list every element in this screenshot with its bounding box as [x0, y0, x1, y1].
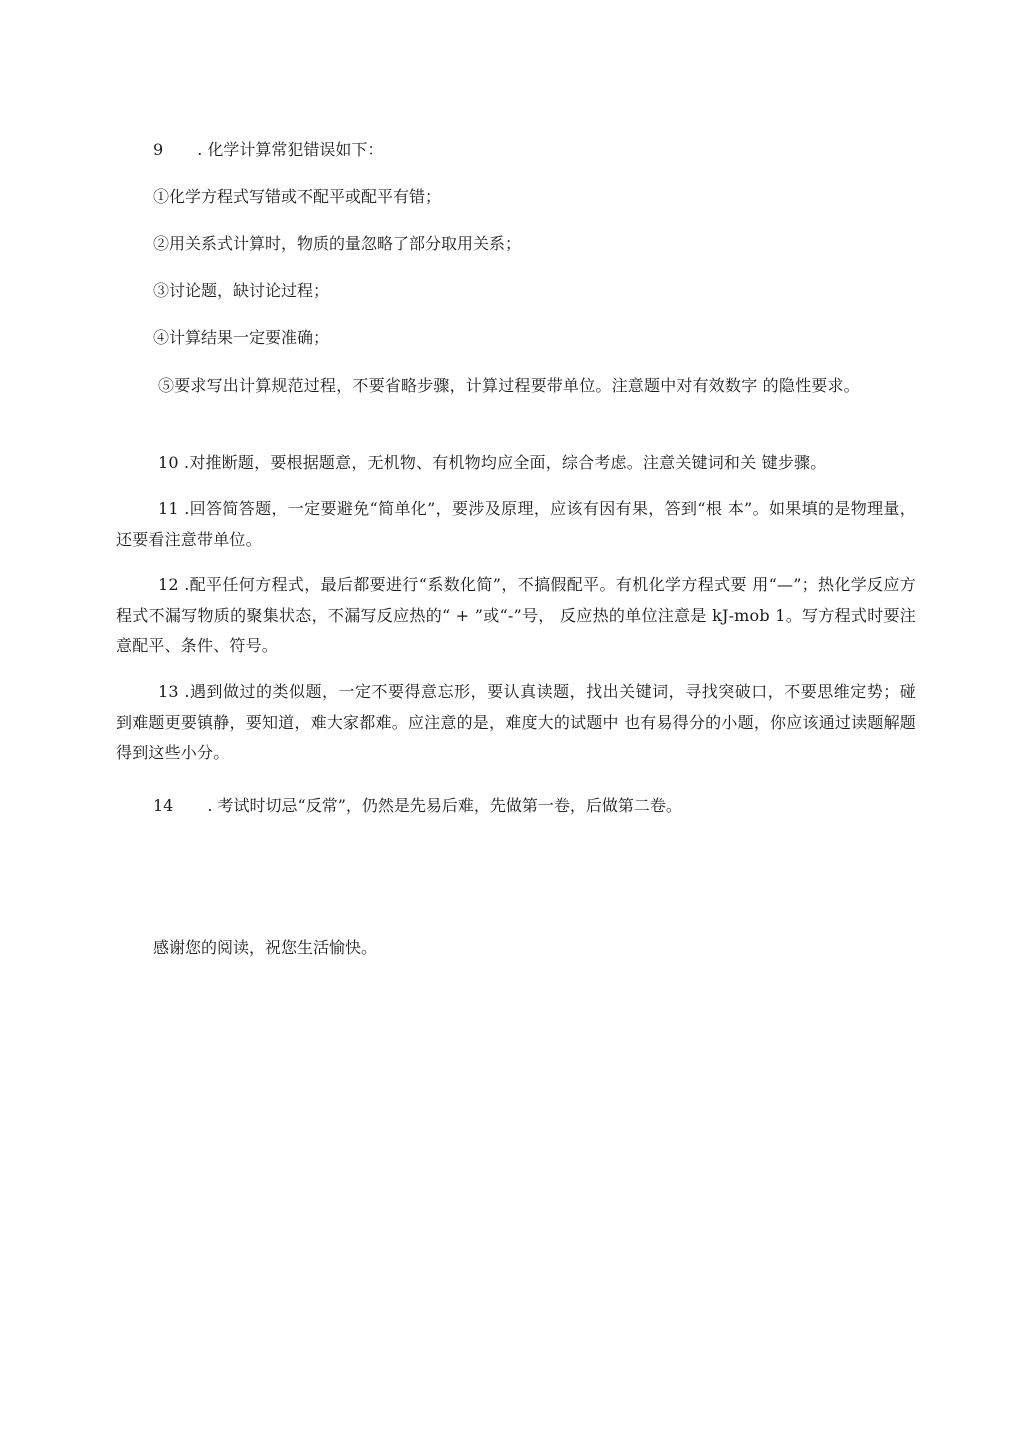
item-9-number: 9	[153, 140, 164, 159]
sub-item-2: ②用关系式计算时，物质的量忽略了部分取用关系；	[153, 234, 522, 253]
item-12: 12 .配平任何方程式，最后都要进行“系数化简”，不搞假配平。有机化学方程式要 用“—”；热化学反应方程式不漏写物质的聚集状态，不漏写反应热的“ + ”或“-”号， 反应热的单位注意是 kJ-mob 1。写方程式时要注意配平、条件、符号。	[116, 575, 916, 655]
item-13: 13 .遇到做过的类似题，一定不要得意忘形，要认真读题，找出关键词，寻找突破口，不要思维定势；碰到难题更要镇静，要知道，难大家都难。应注意的是，难度大的试题中 也有易得分的小题，你应该通过读题解题得到这些小分。	[116, 682, 916, 762]
item-9	[153, 135, 913, 165]
sub-item-3: ③讨论题，缺讨论过程；	[153, 281, 330, 300]
item-14-text: . 考试时切忌“反常”，仍然是先易后难，先做第一卷，后做第二卷。	[207, 796, 682, 815]
closing-message: 感谢您的阅读，祝您生活愉快。	[153, 938, 378, 957]
item-10: 10 .对推断题，要根据题意，无机物、有机物均应全面，综合考虑。注意关键词和关 键步骤。	[158, 453, 827, 472]
item-11: 11 .回答简答题，一定要避免“简单化”，要涉及原理，应该有因有果，答到“根 本”。如果填的是物理量，还要看注意带单位。	[116, 499, 916, 549]
item-14-number: 14	[153, 796, 174, 815]
item-9-text: . 化学计算常犯错误如下：	[197, 140, 384, 159]
sub-item-5: ⑤要求写出计算规范过程，不要省略步骤，计算过程要带单位。注意题中对有效数字 的隐性要求。	[158, 376, 860, 395]
sub-item-1: ①化学方程式写错或不配平或配平有错；	[153, 187, 442, 206]
item-14	[153, 791, 913, 821]
sub-item-4: ④计算结果一定要准确；	[153, 328, 330, 347]
